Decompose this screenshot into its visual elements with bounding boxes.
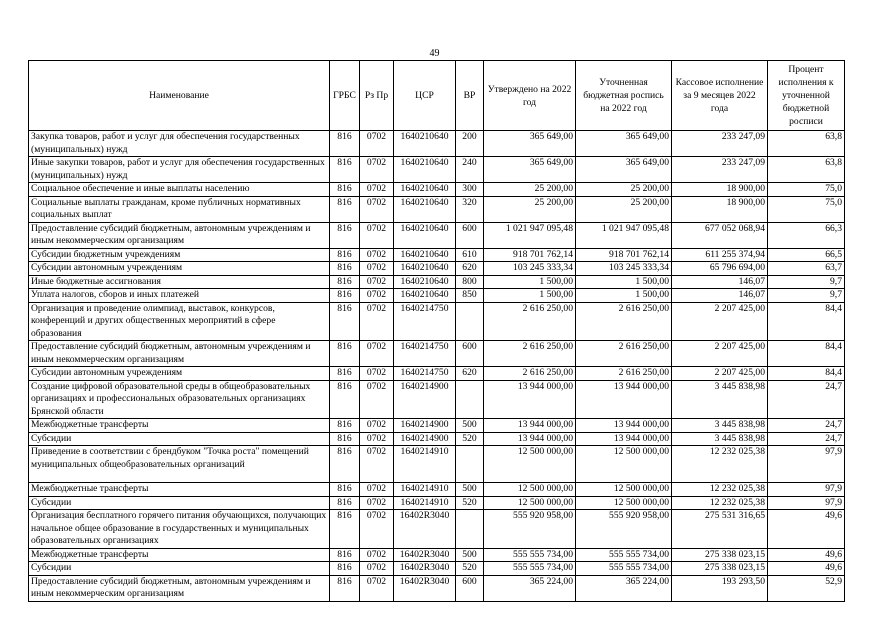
cell-percent: 97,9 xyxy=(768,496,845,510)
cell-vr: 850 xyxy=(456,289,484,303)
cell-grbs: 816 xyxy=(330,419,360,433)
cell-csr: 1640214910 xyxy=(394,446,456,483)
cell-vr xyxy=(456,510,484,549)
cell-cash: 12 232 025,38 xyxy=(672,496,768,510)
cell-approved: 555 555 734,00 xyxy=(484,548,576,562)
table-row xyxy=(29,157,845,183)
cell-grbs: 816 xyxy=(330,222,360,248)
cell-percent: 63,8 xyxy=(768,131,845,157)
cell-refined: 1 500,00 xyxy=(576,289,672,303)
cell-rzpr: 0702 xyxy=(360,262,394,276)
table-row xyxy=(29,275,845,289)
cell-refined: 13 944 000,00 xyxy=(576,432,672,446)
cell-name: Организация бесплатного горячего питания обучающихся, получающих начальное общее образование в государственных и муниципальных образовательных организациях xyxy=(29,510,330,549)
cell-percent: 84,4 xyxy=(768,367,845,381)
cell-vr xyxy=(456,380,484,419)
cell-approved: 365 649,00 xyxy=(484,131,576,157)
cell-vr: 500 xyxy=(456,483,484,497)
cell-grbs: 816 xyxy=(330,302,360,341)
cell-name: Субсидии автономным учреждениям xyxy=(29,367,330,381)
page-number: 49 xyxy=(429,48,440,59)
table-row xyxy=(29,575,845,601)
cell-grbs: 816 xyxy=(330,262,360,276)
cell-cash: 233 247,09 xyxy=(672,131,768,157)
cell-vr xyxy=(456,446,484,483)
cell-name: Приведение в соответствии с брендбуком "Точка роста" помещений муниципальных общеобразовательных организаций xyxy=(29,446,330,483)
cell-approved: 2 616 250,00 xyxy=(484,302,576,341)
cell-csr: 16402R3040 xyxy=(394,575,456,601)
header-percent: Процент исполнения к уточненной бюджетной росписи xyxy=(768,61,845,131)
cell-name: Межбюджетные трансферты xyxy=(29,483,330,497)
cell-rzpr: 0702 xyxy=(360,510,394,549)
cell-grbs: 816 xyxy=(330,483,360,497)
cell-csr: 16402R3040 xyxy=(394,548,456,562)
cell-csr: 1640210640 xyxy=(394,157,456,183)
cell-csr: 1640210640 xyxy=(394,222,456,248)
cell-grbs: 816 xyxy=(330,446,360,483)
cell-refined: 555 555 734,00 xyxy=(576,548,672,562)
cell-approved: 2 616 250,00 xyxy=(484,341,576,367)
cell-vr: 600 xyxy=(456,341,484,367)
cell-grbs: 816 xyxy=(330,275,360,289)
table-row xyxy=(29,446,845,483)
cell-rzpr: 0702 xyxy=(360,446,394,483)
cell-cash: 18 900,00 xyxy=(672,196,768,222)
cell-cash: 12 232 025,38 xyxy=(672,446,768,483)
header-row xyxy=(29,61,845,131)
cell-rzpr: 0702 xyxy=(360,196,394,222)
cell-vr: 500 xyxy=(456,419,484,433)
cell-rzpr: 0702 xyxy=(360,548,394,562)
cell-name: Организация и проведение олимпиад, выставок, конкурсов, конференций и других общественных мероприятий в сфере образования xyxy=(29,302,330,341)
cell-percent: 66,3 xyxy=(768,222,845,248)
cell-csr: 1640210640 xyxy=(394,262,456,276)
cell-percent: 24,7 xyxy=(768,432,845,446)
cell-grbs: 816 xyxy=(330,548,360,562)
cell-rzpr: 0702 xyxy=(360,183,394,197)
cell-cash: 677 052 068,94 xyxy=(672,222,768,248)
cell-cash: 193 293,50 xyxy=(672,575,768,601)
cell-cash: 2 207 425,00 xyxy=(672,341,768,367)
cell-refined: 25 200,00 xyxy=(576,183,672,197)
cell-vr: 320 xyxy=(456,196,484,222)
cell-rzpr: 0702 xyxy=(360,483,394,497)
cell-rzpr: 0702 xyxy=(360,562,394,576)
cell-vr: 240 xyxy=(456,157,484,183)
table-row xyxy=(29,548,845,562)
table-row xyxy=(29,432,845,446)
cell-refined: 2 616 250,00 xyxy=(576,367,672,381)
cell-approved: 2 616 250,00 xyxy=(484,367,576,381)
cell-percent: 75,0 xyxy=(768,196,845,222)
cell-percent: 49,6 xyxy=(768,548,845,562)
cell-csr: 1640210640 xyxy=(394,248,456,262)
cell-vr: 500 xyxy=(456,548,484,562)
cell-refined: 12 500 000,00 xyxy=(576,496,672,510)
cell-approved: 1 500,00 xyxy=(484,289,576,303)
cell-csr: 1640210640 xyxy=(394,183,456,197)
cell-refined: 2 616 250,00 xyxy=(576,341,672,367)
cell-grbs: 816 xyxy=(330,380,360,419)
cell-grbs: 816 xyxy=(330,289,360,303)
cell-vr: 520 xyxy=(456,562,484,576)
header-grbs: ГРБС xyxy=(330,61,360,131)
cell-approved: 365 649,00 xyxy=(484,157,576,183)
cell-name: Субсидии бюджетным учреждениям xyxy=(29,248,330,262)
table-row xyxy=(29,302,845,341)
table-row xyxy=(29,183,845,197)
table-row xyxy=(29,496,845,510)
cell-csr: 16402R3040 xyxy=(394,510,456,549)
cell-vr: 620 xyxy=(456,262,484,276)
cell-approved: 555 555 734,00 xyxy=(484,562,576,576)
cell-name: Предоставление субсидий бюджетным, автономным учреждениям и иным некоммерческим организациям xyxy=(29,341,330,367)
header-name: Наименование xyxy=(29,61,330,131)
cell-name: Иные закупки товаров, работ и услуг для обеспечения государственных (муниципальных) нужд xyxy=(29,157,330,183)
cell-cash: 146,07 xyxy=(672,289,768,303)
cell-cash: 12 232 025,38 xyxy=(672,483,768,497)
table-row xyxy=(29,419,845,433)
cell-vr: 520 xyxy=(456,496,484,510)
cell-approved: 103 245 333,34 xyxy=(484,262,576,276)
cell-cash: 146,07 xyxy=(672,275,768,289)
cell-csr: 1640214750 xyxy=(394,341,456,367)
cell-percent: 9,7 xyxy=(768,289,845,303)
cell-approved: 555 920 958,00 xyxy=(484,510,576,549)
cell-rzpr: 0702 xyxy=(360,222,394,248)
cell-name: Социальное обеспечение и иные выплаты населению xyxy=(29,183,330,197)
cell-csr: 1640210640 xyxy=(394,196,456,222)
cell-csr: 1640210640 xyxy=(394,289,456,303)
table-row xyxy=(29,262,845,276)
cell-approved: 1 500,00 xyxy=(484,275,576,289)
cell-cash: 3 445 838,98 xyxy=(672,419,768,433)
cell-approved: 12 500 000,00 xyxy=(484,483,576,497)
cell-rzpr: 0702 xyxy=(360,496,394,510)
cell-vr: 600 xyxy=(456,575,484,601)
cell-csr: 1640214900 xyxy=(394,419,456,433)
cell-grbs: 816 xyxy=(330,183,360,197)
cell-csr: 1640214910 xyxy=(394,496,456,510)
cell-percent: 63,7 xyxy=(768,262,845,276)
cell-vr: 620 xyxy=(456,367,484,381)
cell-csr: 1640214750 xyxy=(394,367,456,381)
cell-percent: 9,7 xyxy=(768,275,845,289)
cell-refined: 365 649,00 xyxy=(576,157,672,183)
cell-percent: 24,7 xyxy=(768,380,845,419)
cell-approved: 13 944 000,00 xyxy=(484,432,576,446)
cell-csr: 1640210640 xyxy=(394,131,456,157)
cell-csr: 1640214900 xyxy=(394,432,456,446)
cell-rzpr: 0702 xyxy=(360,341,394,367)
cell-rzpr: 0702 xyxy=(360,302,394,341)
table-row xyxy=(29,222,845,248)
cell-refined: 12 500 000,00 xyxy=(576,483,672,497)
cell-cash: 2 207 425,00 xyxy=(672,367,768,381)
cell-name: Субсидии xyxy=(29,496,330,510)
header-refined: Уточненная бюджетная роспись на 2022 год xyxy=(576,61,672,131)
cell-percent: 84,4 xyxy=(768,341,845,367)
cell-percent: 97,9 xyxy=(768,483,845,497)
cell-name: Социальные выплаты гражданам, кроме публичных нормативных социальных выплат xyxy=(29,196,330,222)
cell-vr: 520 xyxy=(456,432,484,446)
cell-refined: 2 616 250,00 xyxy=(576,302,672,341)
cell-rzpr: 0702 xyxy=(360,432,394,446)
cell-cash: 3 445 838,98 xyxy=(672,380,768,419)
cell-cash: 3 445 838,98 xyxy=(672,432,768,446)
cell-percent: 97,9 xyxy=(768,446,845,483)
cell-percent: 63,8 xyxy=(768,157,845,183)
cell-vr: 300 xyxy=(456,183,484,197)
cell-rzpr: 0702 xyxy=(360,131,394,157)
cell-grbs: 816 xyxy=(330,432,360,446)
cell-name: Иные бюджетные ассигнования xyxy=(29,275,330,289)
table-row xyxy=(29,483,845,497)
table-row xyxy=(29,196,845,222)
cell-grbs: 816 xyxy=(330,196,360,222)
cell-approved: 12 500 000,00 xyxy=(484,446,576,483)
cell-name: Субсидии автономным учреждениям xyxy=(29,262,330,276)
cell-rzpr: 0702 xyxy=(360,380,394,419)
table-row xyxy=(29,562,845,576)
cell-rzpr: 0702 xyxy=(360,157,394,183)
cell-csr: 16402R3040 xyxy=(394,562,456,576)
cell-rzpr: 0702 xyxy=(360,275,394,289)
cell-refined: 1 500,00 xyxy=(576,275,672,289)
cell-name: Закупка товаров, работ и услуг для обеспечения государственных (муниципальных) нужд xyxy=(29,131,330,157)
table-row xyxy=(29,367,845,381)
budget-table xyxy=(28,60,845,602)
cell-approved: 25 200,00 xyxy=(484,183,576,197)
table-row xyxy=(29,510,845,549)
cell-percent: 49,6 xyxy=(768,510,845,549)
cell-approved: 918 701 762,14 xyxy=(484,248,576,262)
header-cash: Кассовое исполнение за 9 месяцев 2022 года xyxy=(672,61,768,131)
table-row xyxy=(29,341,845,367)
cell-name: Межбюджетные трансферты xyxy=(29,548,330,562)
cell-vr: 600 xyxy=(456,222,484,248)
cell-vr: 610 xyxy=(456,248,484,262)
cell-approved: 1 021 947 095,48 xyxy=(484,222,576,248)
cell-grbs: 816 xyxy=(330,510,360,549)
cell-name: Создание цифровой образовательной среды в общеобразовательных организациях и профессиональных образовательных организациях Брянской области xyxy=(29,380,330,419)
table-row xyxy=(29,248,845,262)
cell-vr xyxy=(456,302,484,341)
cell-vr: 800 xyxy=(456,275,484,289)
cell-approved: 12 500 000,00 xyxy=(484,496,576,510)
cell-name: Субсидии xyxy=(29,432,330,446)
cell-name: Уплата налогов, сборов и иных платежей xyxy=(29,289,330,303)
cell-refined: 13 944 000,00 xyxy=(576,419,672,433)
cell-refined: 555 920 958,00 xyxy=(576,510,672,549)
header-rzpr: Рз Пр xyxy=(360,61,394,131)
cell-cash: 275 531 316,65 xyxy=(672,510,768,549)
cell-grbs: 816 xyxy=(330,157,360,183)
cell-grbs: 816 xyxy=(330,367,360,381)
cell-csr: 1640214750 xyxy=(394,302,456,341)
cell-cash: 2 207 425,00 xyxy=(672,302,768,341)
cell-name: Субсидии xyxy=(29,562,330,576)
cell-percent: 75,0 xyxy=(768,183,845,197)
cell-rzpr: 0702 xyxy=(360,419,394,433)
cell-grbs: 816 xyxy=(330,341,360,367)
cell-cash: 275 338 023,15 xyxy=(672,562,768,576)
header-vr: ВР xyxy=(456,61,484,131)
cell-refined: 555 555 734,00 xyxy=(576,562,672,576)
cell-refined: 1 021 947 095,48 xyxy=(576,222,672,248)
cell-refined: 103 245 333,34 xyxy=(576,262,672,276)
header-approved: Утверждено на 2022 год xyxy=(484,61,576,131)
table-row xyxy=(29,289,845,303)
cell-percent: 52,9 xyxy=(768,575,845,601)
cell-percent: 66,5 xyxy=(768,248,845,262)
cell-csr: 1640214900 xyxy=(394,380,456,419)
cell-cash: 611 255 374,94 xyxy=(672,248,768,262)
cell-approved: 365 224,00 xyxy=(484,575,576,601)
cell-refined: 12 500 000,00 xyxy=(576,446,672,483)
cell-grbs: 816 xyxy=(330,131,360,157)
cell-cash: 18 900,00 xyxy=(672,183,768,197)
cell-name: Предоставление субсидий бюджетным, автономным учреждениям и иным некоммерческим организациям xyxy=(29,575,330,601)
cell-grbs: 816 xyxy=(330,248,360,262)
cell-rzpr: 0702 xyxy=(360,367,394,381)
cell-grbs: 816 xyxy=(330,562,360,576)
cell-cash: 65 796 694,00 xyxy=(672,262,768,276)
cell-refined: 365 224,00 xyxy=(576,575,672,601)
cell-name: Межбюджетные трансферты xyxy=(29,419,330,433)
cell-refined: 13 944 000,00 xyxy=(576,380,672,419)
cell-percent: 24,7 xyxy=(768,419,845,433)
cell-refined: 25 200,00 xyxy=(576,196,672,222)
cell-approved: 25 200,00 xyxy=(484,196,576,222)
cell-cash: 233 247,09 xyxy=(672,157,768,183)
cell-refined: 918 701 762,14 xyxy=(576,248,672,262)
cell-rzpr: 0702 xyxy=(360,575,394,601)
header-csr: ЦСР xyxy=(394,61,456,131)
cell-grbs: 816 xyxy=(330,496,360,510)
cell-name: Предоставление субсидий бюджетным, автономным учреждениям и иным некоммерческим организациям xyxy=(29,222,330,248)
table-row xyxy=(29,131,845,157)
cell-cash: 275 338 023,15 xyxy=(672,548,768,562)
cell-refined: 365 649,00 xyxy=(576,131,672,157)
cell-vr: 200 xyxy=(456,131,484,157)
cell-approved: 13 944 000,00 xyxy=(484,380,576,419)
cell-percent: 84,4 xyxy=(768,302,845,341)
cell-rzpr: 0702 xyxy=(360,289,394,303)
cell-rzpr: 0702 xyxy=(360,248,394,262)
cell-grbs: 816 xyxy=(330,575,360,601)
table-row xyxy=(29,380,845,419)
cell-csr: 1640214910 xyxy=(394,483,456,497)
cell-csr: 1640210640 xyxy=(394,275,456,289)
cell-approved: 13 944 000,00 xyxy=(484,419,576,433)
cell-percent: 49,6 xyxy=(768,562,845,576)
